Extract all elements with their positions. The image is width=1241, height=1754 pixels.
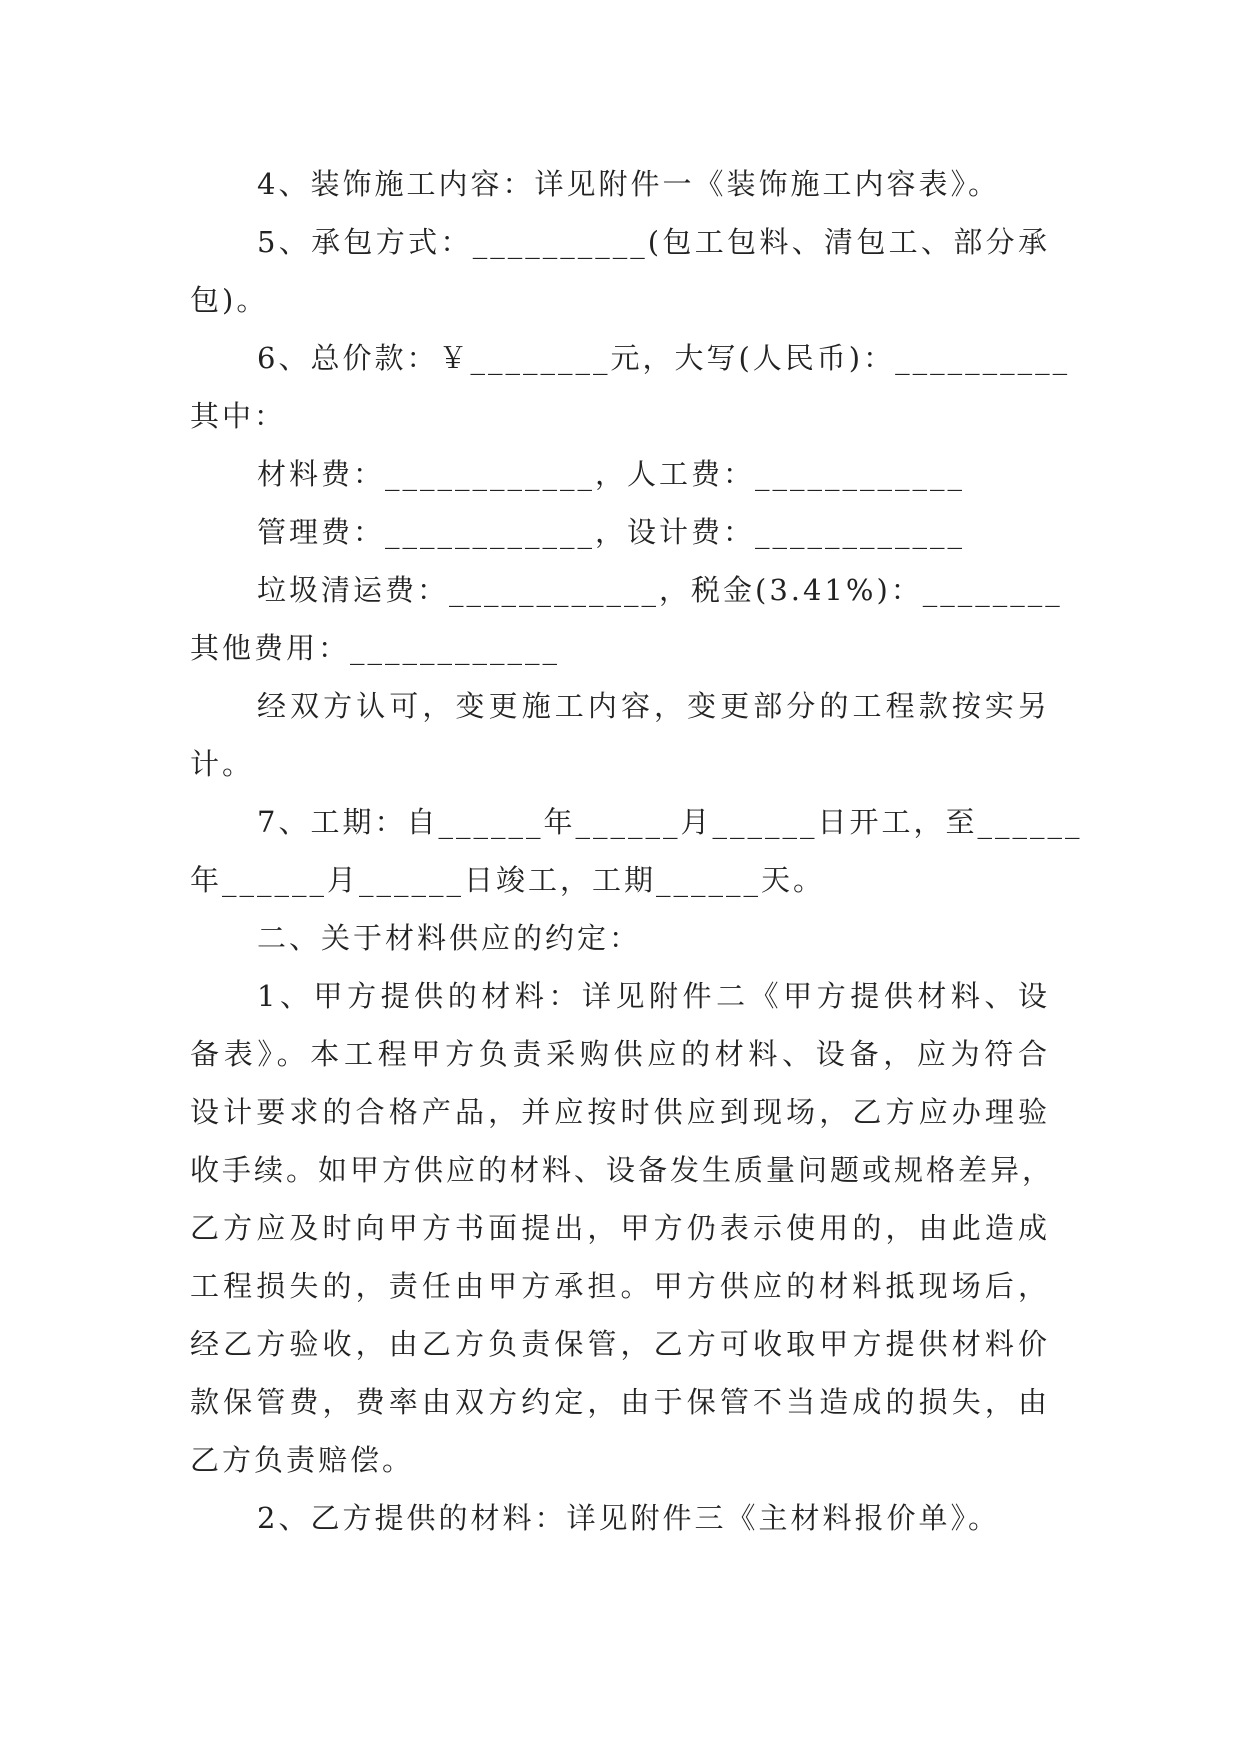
document-body	[190, 155, 1083, 1547]
text-line: 乙方负责赔偿。	[190, 1443, 415, 1477]
text-line: 经双方认可，变更施工内容，变更部分的工程款按实另	[257, 689, 1050, 723]
document-page	[190, 155, 1083, 1547]
text-line: 经乙方验收，由乙方负责保管，乙方可收取甲方提供材料价	[190, 1327, 1050, 1361]
text-line: 备表》。本工程甲方负责采购供应的材料、设备，应为符合	[190, 1037, 1050, 1071]
text-line: 设计要求的合格产品，并应按时供应到现场，乙方应办理验	[190, 1095, 1050, 1129]
text-line: 计。	[190, 747, 255, 781]
text-line: 材料费：____________，人工费：____________	[257, 457, 966, 491]
text-line: 其中：	[190, 399, 287, 433]
text-line: 6、总价款：￥________元，大写(人民币)：__________	[257, 341, 1071, 375]
text-line: 2、乙方提供的材料：详见附件三《主材料报价单》。	[257, 1501, 1000, 1535]
text-line: 7、工期：自______年______月______日开工，至______	[257, 805, 1083, 839]
text-line: 其他费用：____________	[190, 631, 561, 665]
text-line: 1、甲方提供的材料：详见附件二《甲方提供材料、设	[257, 979, 1050, 1013]
text-line: 二、关于材料供应的约定：	[257, 921, 642, 955]
text-line: 乙方应及时向甲方书面提出，甲方仍表示使用的，由此造成	[190, 1211, 1050, 1245]
text-line: 收手续。如甲方供应的材料、设备发生质量问题或规格差异，	[190, 1153, 1055, 1187]
text-line: 管理费：____________，设计费：____________	[257, 515, 966, 549]
text-line: 包)。	[190, 283, 269, 317]
text-line: 5、承包方式：__________(包工包料、清包工、部分承	[257, 225, 1050, 259]
text-line: 垃圾清运费：____________，税金(3.41%)：________	[257, 573, 1063, 607]
text-line: 款保管费，费率由双方约定，由于保管不当造成的损失，由	[190, 1385, 1050, 1419]
text-line: 4、装饰施工内容：详见附件一《装饰施工内容表》。	[257, 167, 1000, 201]
text-line: 工程损失的，责任由甲方承担。甲方供应的材料抵现场后，	[190, 1269, 1050, 1303]
text-line: 年______月______日竣工，工期______天。	[190, 863, 826, 897]
